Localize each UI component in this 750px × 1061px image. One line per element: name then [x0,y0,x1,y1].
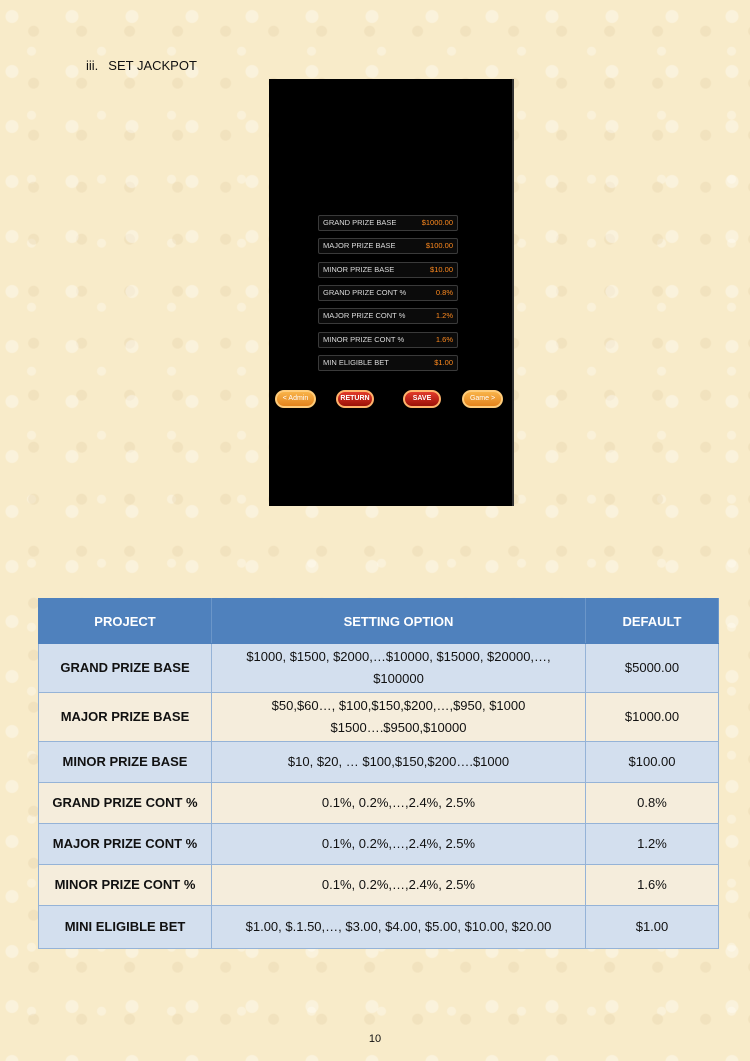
field-value: $1000.00 [421,218,453,227]
table-header-row [39,599,719,644]
section-title: SET JACKPOT [108,58,197,73]
default-cell: $1000.00 [586,693,719,742]
table-row [39,906,719,949]
return-button[interactable]: RETURN [336,390,374,408]
default-cell: $5000.00 [586,644,719,693]
min-eligible-bet-field[interactable] [318,355,458,371]
header-project: PROJECT [39,599,212,644]
minor-prize-cont-field[interactable] [318,332,458,348]
grand-prize-base-field[interactable] [318,215,458,231]
option-cell: 0.1%, 0.2%,…,2.4%, 2.5% [212,824,586,865]
admin-button[interactable]: < Admin [275,390,316,408]
field-value: 1.6% [435,335,453,344]
option-cell: $1.00, $.1.50,…, $3.00, $4.00, $5.00, $10.00, $20.00 [212,906,586,949]
field-label: MINOR PRIZE CONT % [323,335,405,344]
header-default: DEFAULT [586,599,719,644]
page-number: 10 [368,1033,382,1045]
field-value: 0.8% [435,288,453,297]
project-cell: GRAND PRIZE CONT % [39,783,212,824]
major-prize-cont-field[interactable] [318,308,458,324]
field-value: $10.00 [430,265,453,274]
game-settings-screenshot [269,79,514,506]
field-value: 1.2% [435,311,453,320]
table-row [39,644,719,693]
field-label: MIN ELIGIBLE BET [323,358,389,367]
default-cell: 1.2% [586,824,719,865]
option-line-2: $100000 [373,671,424,686]
option-cell: $10, $20, … $100,$150,$200….$1000 [212,742,586,783]
field-label: MAJOR PRIZE BASE [323,241,396,250]
default-cell: 1.6% [586,865,719,906]
header-setting-option: SETTING OPTION [212,599,586,644]
option-line-2: $1500….$9500,$10000 [330,720,467,735]
field-label: GRAND PRIZE CONT % [323,288,407,297]
table-row [39,865,719,906]
option-cell: 0.1%, 0.2%,…,2.4%, 2.5% [212,865,586,906]
project-cell: GRAND PRIZE BASE [39,644,212,693]
major-prize-base-field[interactable] [318,238,458,254]
game-button[interactable]: Game > [462,390,503,408]
table-row [39,824,719,865]
table-row [39,693,719,742]
option-cell [212,644,586,693]
default-cell: $1.00 [586,906,719,949]
grand-prize-cont-field[interactable] [318,285,458,301]
default-cell: 0.8% [586,783,719,824]
option-line-1: $1000, $1500, $2000,…$10000, $15000, $20000,…, [246,649,551,664]
project-cell: MINI ELIGIBLE BET [39,906,212,949]
project-cell: MAJOR PRIZE CONT % [39,824,212,865]
section-heading [86,58,197,73]
project-cell: MAJOR PRIZE BASE [39,693,212,742]
minor-prize-base-field[interactable] [318,262,458,278]
table-row [39,783,719,824]
field-label: GRAND PRIZE BASE [323,218,397,227]
field-value: $1.00 [434,358,453,367]
field-label: MAJOR PRIZE CONT % [323,311,406,320]
default-cell: $100.00 [586,742,719,783]
field-label: MINOR PRIZE BASE [323,265,395,274]
project-cell: MINOR PRIZE CONT % [39,865,212,906]
jackpot-options-table [38,598,719,949]
option-cell: 0.1%, 0.2%,…,2.4%, 2.5% [212,783,586,824]
field-value: $100.00 [425,241,453,250]
save-button[interactable]: SAVE [403,390,441,408]
table-row [39,742,719,783]
option-line-1: $50,$60…, $100,$150,$200,…,$950, $1000 [271,698,526,713]
section-number: iii. [86,58,99,73]
project-cell: MINOR PRIZE BASE [39,742,212,783]
option-cell [212,693,586,742]
